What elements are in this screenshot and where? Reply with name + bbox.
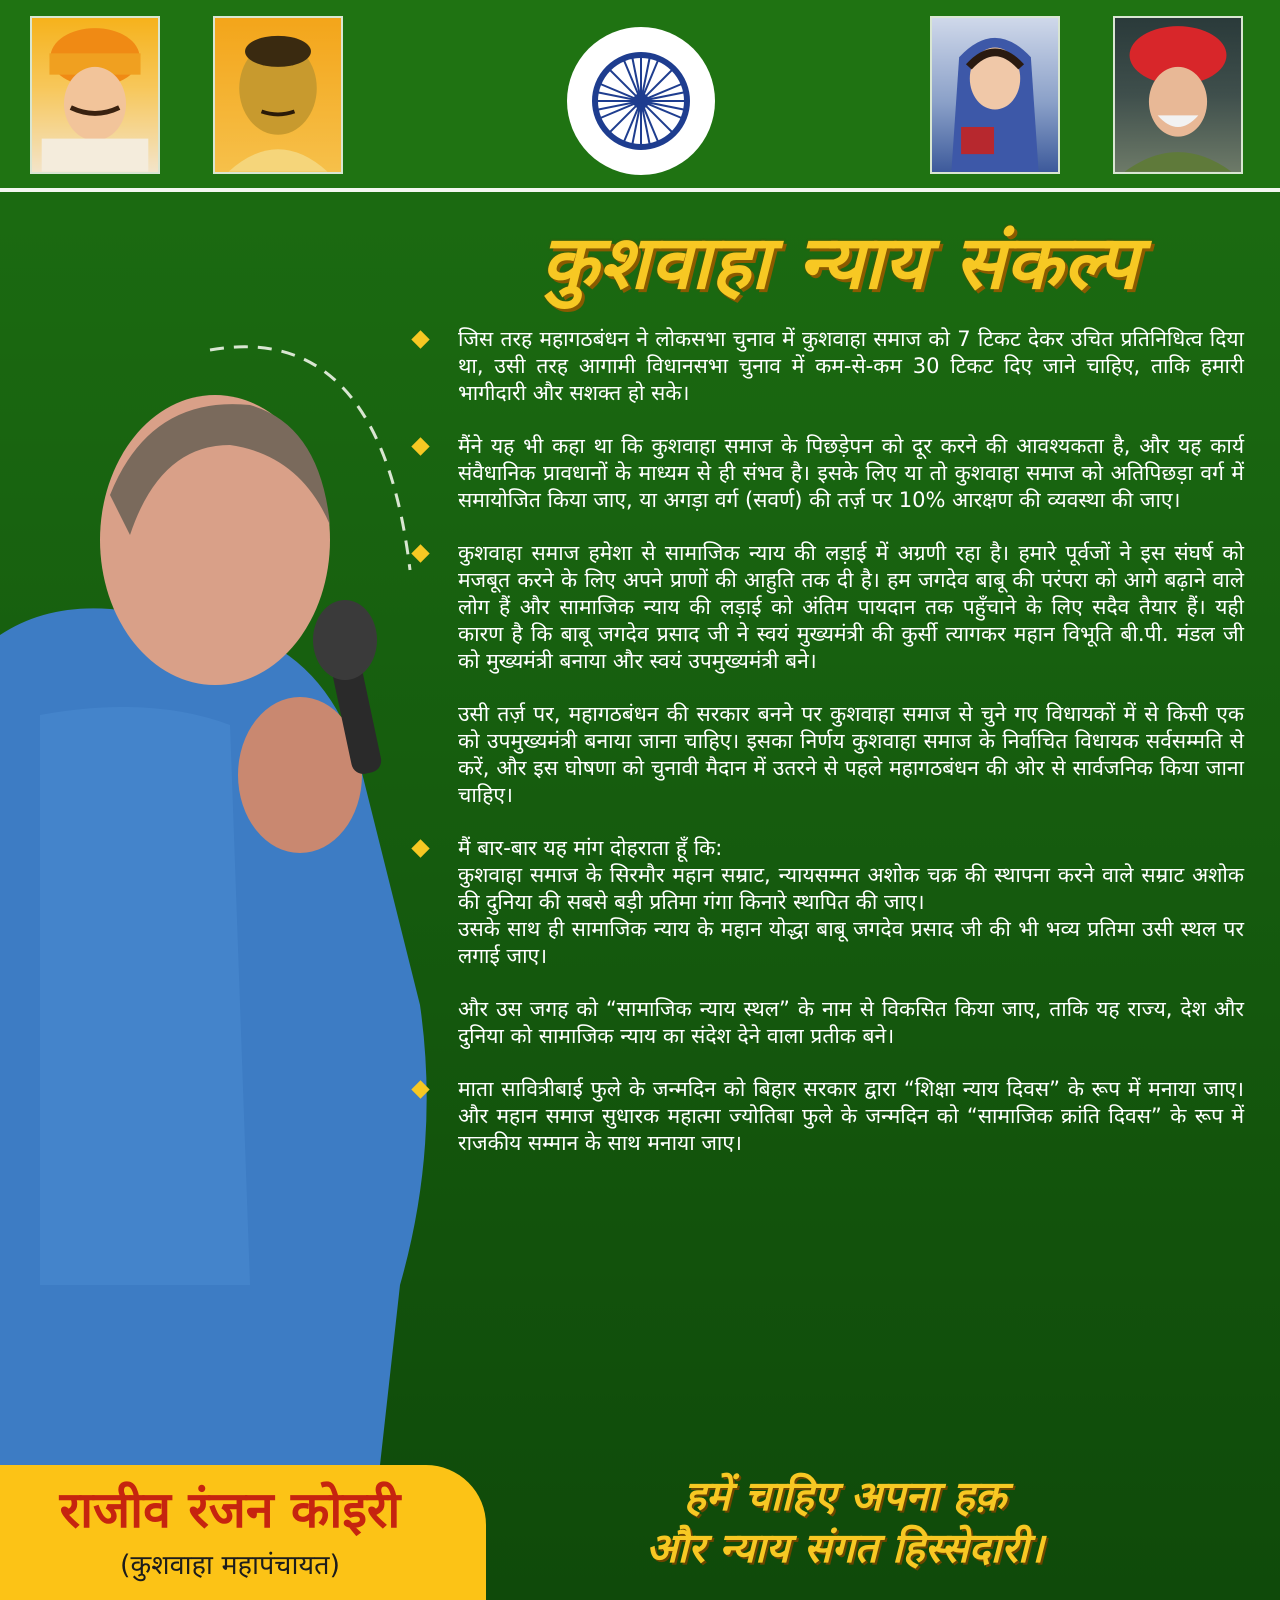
poster-title: कुशवाहा न्याय संकल्प xyxy=(541,220,1139,306)
diamond-bullet-icon xyxy=(411,437,429,455)
header-divider xyxy=(0,188,1280,192)
demand-text: मैं बार-बार यह मांग दोहराता हूँ कि: कुशवाहा समाज के सिरमौर महान सम्राट, न्यायसम्मत अशोक चक्र की स्थापना करने वाले सम्राट अशोक की दुनिया की सबसे बड़ी प्रतिमा गंगा किनारे स्थापित की जाए। उसके साथ ही सामाजिक न्याय के महान योद्धा बाबू जगदेव प्रसाद जी की भी भव्य प्रतिमा उसी स्थल पर लगाई जाए। xyxy=(458,836,1244,968)
diamond-bullet-icon xyxy=(411,544,429,562)
demands-list xyxy=(410,326,1244,1157)
demand-point-1 xyxy=(410,326,1244,407)
demand-text: और उस जगह को “सामाजिक न्याय स्थल” के नाम से विकसित किया जाए, ताकि यह राज्य, देश और दुनिया को सामाजिक न्याय का संदेश देने वाला प्रतीक बने। xyxy=(458,997,1244,1048)
person-name: राजीव रंजन कोइरी xyxy=(59,1481,401,1539)
turbaned-elder-portrait-art xyxy=(1115,18,1241,172)
diamond-bullet-icon xyxy=(411,330,429,348)
turbaned-elder-portrait xyxy=(1113,16,1243,174)
person-organization: (कुशवाहा महापंचायत) xyxy=(119,1550,341,1581)
speaker-illustration xyxy=(0,385,440,1465)
demand-text: माता सावित्रीबाई फुले के जन्मदिन को बिहार सरकार द्वारा “शिक्षा न्याय दिवस” के रूप में मनाया जाए। और महान समाज सुधारक महात्मा ज्योतिबा फुले के जन्मदिन को “सामाजिक क्रांति दिवस” के रूप में राजकीय सम्मान के साथ मनाया जाए। xyxy=(458,1077,1244,1155)
demand-text: जिस तरह महागठबंधन ने लोकसभा चुनाव में कुशवाहा समाज को 7 टिकट देकर उचित प्रतिनिधित्व दिया था, उसी तरह आगामी विधानसभा चुनाव में कम-से-कम 30 टिकट दिए जाने चाहिए, ताकि हमारी भागीदारी और सशक्त हो सके। xyxy=(458,327,1244,405)
slogan-line-2: और न्याय संगत हिस्सेदारी। xyxy=(646,1524,1044,1572)
leader-portrait-art xyxy=(215,18,341,172)
demand-point-7 xyxy=(410,1076,1244,1157)
diamond-bullet-icon xyxy=(411,839,429,857)
demand-point-3 xyxy=(410,540,1244,675)
crowned-king-portrait-art xyxy=(32,18,158,172)
ashoka-chakra-icon xyxy=(566,26,716,176)
slogan xyxy=(440,1470,1250,1574)
demand-point-4 xyxy=(410,701,1244,809)
demand-text: मैंने यह भी कहा था कि कुशवाहा समाज के पिछड़ेपन को दूर करने की आवश्यकता है, और यह कार्य संवैधानिक प्रावधानों के माध्यम से ही संभव है। इसके लिए या तो कुशवाहा समाज को अतिपिछड़ा वर्ग में समायोजित किया जाए, या अगड़ा वर्ग (सवर्ण) की तर्ज़ पर 10% आरक्षण की व्यवस्था की जाए। xyxy=(458,434,1244,512)
demand-point-5 xyxy=(410,835,1244,970)
crowned-king-portrait xyxy=(30,16,160,174)
slogan-line-1: हमें चाहिए अपना हक़ xyxy=(683,1472,1007,1520)
savitribai-portrait-art xyxy=(932,18,1058,172)
savitribai-portrait xyxy=(930,16,1060,174)
demand-point-6 xyxy=(410,996,1244,1050)
demand-text: कुशवाहा समाज हमेशा से सामाजिक न्याय की लड़ाई में अग्रणी रहा है। हमारे पूर्वजों ने इस संघर्ष को मजबूत करने के लिए अपने प्राणों की आहुति तक दी है। हम जगदेव बाबू की परंपरा को आगे बढ़ाने वाले लोग हैं और सामाजिक न्याय की लड़ाई को अंतिम पायदान तक पहुँचाने के लिए सदैव तैयार हैं। यही कारण है कि बाबू जगदेव प्रसाद जी ने स्वयं मुख्यमंत्री की कुर्सी त्यागकर महान विभूति बी.पी. मंडल जी को मुख्यमंत्री बनाया और स्वयं उपमुख्यमंत्री बने। xyxy=(458,541,1244,673)
leader-portrait xyxy=(213,16,343,174)
demand-point-2 xyxy=(410,433,1244,514)
demand-text: उसी तर्ज़ पर, महागठबंधन की सरकार बनने पर कुशवाहा समाज से चुने गए विधायकों में से किसी एक को उपमुख्यमंत्री बनाया जाना चाहिए। इसका निर्णय कुशवाहा समाज के निर्वाचित विधायक सर्वसम्मति से करें, और इस घोषणा को चुनावी मैदान में उतरने से पहले महागठबंधन की ओर से सार्वजनिक किया जाना चाहिए। xyxy=(458,702,1244,807)
diamond-bullet-icon xyxy=(411,1080,429,1098)
